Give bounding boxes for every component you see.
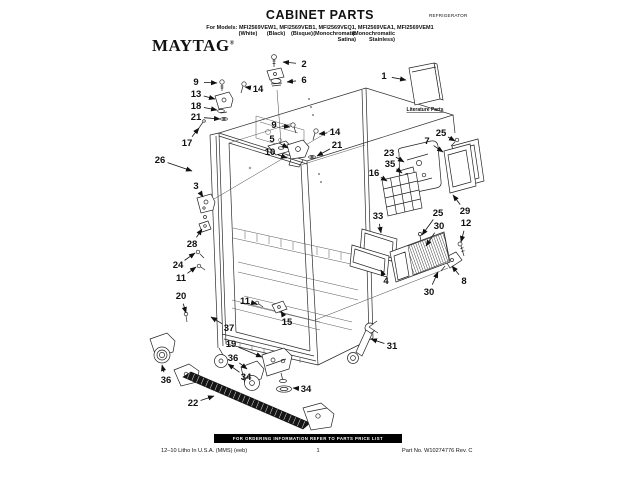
svg-text:8: 8 <box>461 276 467 288</box>
callout-8 <box>452 266 467 287</box>
color-col-bisque: (Bisque) <box>291 31 313 37</box>
models-line: For Models: MFI2569VEW1, MFI2569VEB1, MFI2569VEQ1, MFI2569VEA1, MFI2569VEM1 <box>206 25 434 31</box>
part-screw-12 <box>458 242 465 256</box>
callout-14 <box>319 127 341 138</box>
part-grid-panel-16 <box>382 172 422 216</box>
svg-text:29: 29 <box>459 206 471 218</box>
callout-20 <box>176 291 187 313</box>
svg-text:17: 17 <box>181 138 193 150</box>
svg-text:7: 7 <box>424 136 430 148</box>
callout-24 <box>173 253 195 271</box>
literature-parts-label: Literature Parts <box>406 107 444 113</box>
svg-text:4: 4 <box>383 276 389 288</box>
page-title: CABINET PARTS <box>265 8 375 22</box>
doc-type-label: REFRIGERATOR <box>429 13 468 18</box>
callout-22 <box>188 396 214 409</box>
part-rail-end-right <box>303 403 334 430</box>
part-bracket-3 <box>197 194 215 213</box>
part-literature-pack <box>407 63 444 113</box>
callout-36 <box>228 353 247 369</box>
svg-text:30: 30 <box>423 287 435 299</box>
svg-text:34: 34 <box>240 372 252 384</box>
callout-28 <box>187 229 202 250</box>
part-wrench-31 <box>348 320 381 364</box>
svg-text:11: 11 <box>239 296 251 308</box>
svg-text:1: 1 <box>381 71 387 83</box>
callout-31 <box>371 339 398 352</box>
svg-text:35: 35 <box>384 159 396 171</box>
svg-text:18: 18 <box>190 101 202 113</box>
callout-12 <box>461 218 472 242</box>
svg-text:10: 10 <box>264 147 276 159</box>
callout-36 <box>161 365 172 386</box>
svg-text:26: 26 <box>154 155 166 167</box>
svg-text:37: 37 <box>223 323 235 335</box>
svg-text:25: 25 <box>432 208 444 220</box>
svg-text:36: 36 <box>160 375 172 387</box>
svg-text:25: 25 <box>435 128 447 140</box>
part-bracket-19 <box>262 348 292 376</box>
svg-text:13: 13 <box>190 89 202 101</box>
part-foot-34-center <box>277 373 292 392</box>
svg-text:30: 30 <box>433 221 445 233</box>
callout-14 <box>245 84 264 95</box>
svg-text:23: 23 <box>383 148 395 160</box>
brand-name: MAYTAG <box>152 36 230 55</box>
svg-text:6: 6 <box>301 75 307 87</box>
svg-text:14: 14 <box>252 84 264 96</box>
part-foot-34-left <box>215 348 228 368</box>
color-col-black: (Black) <box>266 31 286 37</box>
svg-text:28: 28 <box>186 239 198 251</box>
callout-2 <box>283 59 307 70</box>
brand-logo <box>152 36 235 56</box>
svg-text:33: 33 <box>372 211 384 223</box>
callout-26 <box>155 155 192 171</box>
svg-text:36: 36 <box>227 353 239 365</box>
registered-mark: ® <box>229 40 235 47</box>
cabinet-interior-details <box>232 98 360 363</box>
svg-text:5: 5 <box>269 134 275 146</box>
svg-text:21: 21 <box>331 140 343 152</box>
svg-text:20: 20 <box>175 291 187 303</box>
callout-13 <box>191 89 215 100</box>
callout-9 <box>271 120 290 131</box>
part-top-hinge-left <box>199 80 246 128</box>
callout-34 <box>293 384 312 395</box>
callout-33 <box>373 211 384 233</box>
screws-misc <box>184 250 263 322</box>
svg-text:9: 9 <box>271 120 277 132</box>
page-number: 1 <box>316 448 320 454</box>
callout-29 <box>453 195 470 217</box>
svg-text:15: 15 <box>281 317 293 329</box>
svg-text:14: 14 <box>329 127 341 139</box>
ordering-note-bar: FOR ORDERING INFORMATION REFER TO PARTS PRICE LIST <box>214 434 402 443</box>
svg-text:21: 21 <box>190 112 202 124</box>
color-col-satina: (Monochromatic Satina) <box>313 31 356 44</box>
part-clip-28 <box>199 216 211 233</box>
color-col-white: (White) <box>238 31 258 37</box>
callout-9 <box>193 77 217 88</box>
svg-text:9: 9 <box>193 77 199 89</box>
svg-text:24: 24 <box>172 260 184 272</box>
svg-text:22: 22 <box>187 398 199 410</box>
svg-text:2: 2 <box>301 59 307 71</box>
callout-25 <box>436 128 455 141</box>
svg-text:34: 34 <box>300 384 312 396</box>
svg-text:12: 12 <box>460 218 472 230</box>
callout-30 <box>424 272 438 298</box>
callout-6 <box>287 75 307 86</box>
svg-text:3: 3 <box>193 181 199 193</box>
litho-line: 12–10 Litho In U.S.A. (MMS) (eeb) <box>161 448 248 454</box>
callout-3 <box>193 181 203 197</box>
part-base-grille-30 <box>390 232 450 282</box>
part-number: Part No. W10274776 Rev. C <box>402 448 473 454</box>
svg-text:31: 31 <box>386 341 398 353</box>
callout-1 <box>381 71 406 82</box>
callout-18 <box>191 101 217 112</box>
color-col-stainless: (Monochromatic Stainless) <box>352 31 395 44</box>
svg-text:19: 19 <box>225 339 237 351</box>
svg-text:11: 11 <box>175 273 187 285</box>
part-roller-left-36 <box>150 333 175 363</box>
callout-17 <box>182 128 199 149</box>
svg-text:16: 16 <box>368 168 380 180</box>
